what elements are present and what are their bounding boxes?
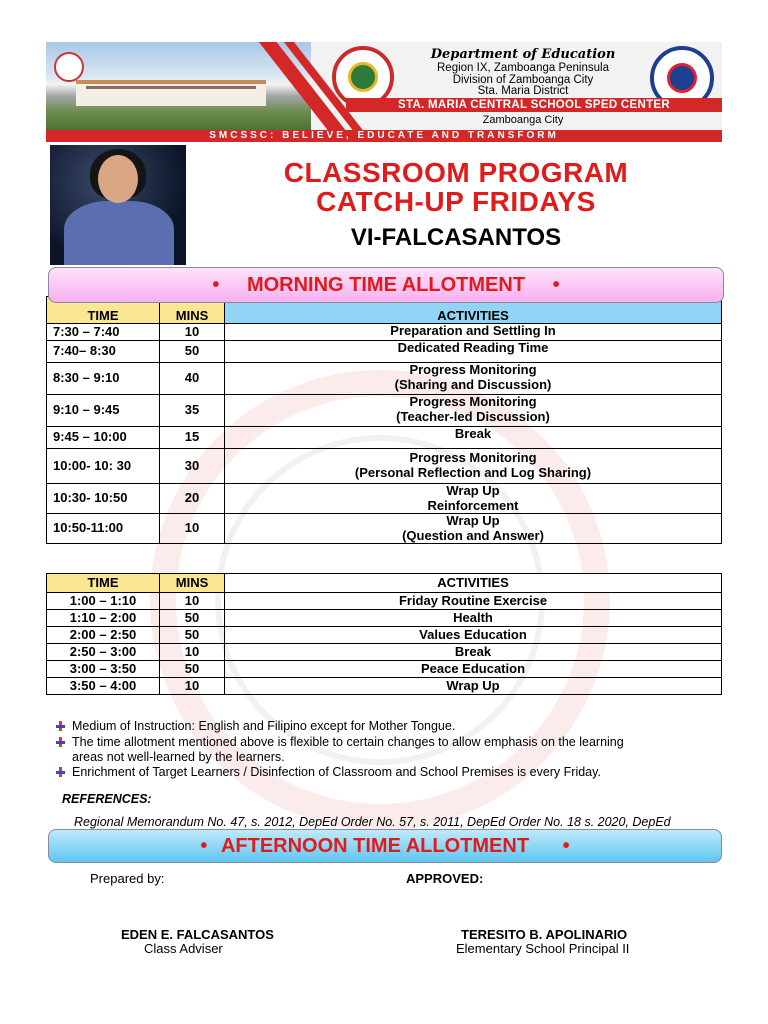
table-row [47, 627, 722, 644]
header-banner [46, 42, 722, 142]
cell-activity: Break [225, 644, 722, 661]
cell-time: 7:30 – 7:40 [47, 324, 160, 341]
district-line: Sta. Maria District [477, 85, 569, 97]
activity-text: Progress Monitoring [409, 362, 537, 377]
table-row [47, 363, 722, 395]
cell-time: 3:50 – 4:00 [47, 678, 160, 695]
activity-detail: (Personal Reflection and Log Sharing) [354, 464, 592, 480]
references-heading: REFERENCES: [62, 792, 152, 806]
division-line: Division of Zamboanga City [452, 74, 594, 86]
afternoon-heading [48, 829, 722, 863]
col-mins: MINS [160, 574, 225, 593]
col-activities: ACTIVITIES [225, 574, 722, 593]
note-text: Medium of Instruction: English and Filipino except for Mother Tongue. [72, 719, 456, 733]
document-title: CLASSROOM PROGRAM [283, 157, 629, 188]
cell-time: 2:50 – 3:00 [47, 644, 160, 661]
morning-schedule-table [46, 296, 722, 544]
table-row [47, 324, 722, 341]
col-time: TIME [47, 574, 160, 593]
cell-activity [225, 484, 722, 514]
cell-mins: 10 [160, 644, 225, 661]
sped-logo-icon [54, 52, 84, 82]
preparer-title: Class Adviser [144, 941, 223, 956]
cell-time: 7:40– 8:30 [47, 341, 160, 363]
references-text: Regional Memorandum No. 47, s. 2012, DepEd Order No. 57, s. 2011, DepEd Order No. 18 s. 2020, DepEd [74, 815, 671, 829]
bullet-dot: • [552, 274, 560, 296]
col-time: TIME [47, 297, 160, 324]
activity-detail: (Question and Answer) [402, 527, 544, 543]
note-item [72, 719, 712, 734]
table-row [47, 644, 722, 661]
note-item [72, 765, 712, 780]
approver-name: TERESITO B. APOLINARIO [461, 927, 628, 942]
bullet-dot: • [200, 835, 208, 857]
building-shape [76, 80, 266, 106]
cell-time: 1:00 – 1:10 [47, 593, 160, 610]
cell-mins: 40 [160, 363, 225, 395]
activity-text: Wrap Up [446, 513, 500, 528]
table-row [47, 661, 722, 678]
cell-time: 10:00- 10: 30 [47, 449, 160, 484]
cell-mins: 10 [160, 593, 225, 610]
cell-time: 2:00 – 2:50 [47, 627, 160, 644]
city-line: Zamboanga City [482, 114, 564, 126]
activity-detail: (Sharing and Discussion) [394, 376, 552, 392]
prepared-by-label: Prepared by: [90, 871, 165, 886]
bullet-dot: • [562, 835, 570, 857]
photo-shirt [64, 201, 174, 265]
plus-bullet-icon [56, 737, 65, 747]
cell-mins: 15 [160, 427, 225, 449]
cell-mins: 10 [160, 514, 225, 544]
cell-activity [225, 363, 722, 395]
cell-mins: 50 [160, 627, 225, 644]
table-row [47, 427, 722, 449]
activity-text: Preparation and Settling In [390, 323, 556, 338]
cell-mins: 50 [160, 610, 225, 627]
cell-time: 1:10 – 2:00 [47, 610, 160, 627]
table-row [47, 514, 722, 544]
cell-time: 10:30- 10:50 [47, 484, 160, 514]
morning-heading [48, 267, 724, 303]
activity-text: Break [454, 426, 492, 441]
plus-bullet-icon [56, 767, 65, 777]
cell-activity [225, 395, 722, 427]
region-line: Region IX, Zamboanga Peninsula [437, 62, 609, 74]
activity-text: Progress Monitoring [409, 394, 537, 409]
activity-text: Progress Monitoring [409, 450, 537, 465]
photo-face [98, 155, 138, 203]
note-continuation [72, 750, 712, 765]
approved-label: APPROVED: [406, 871, 484, 886]
bullet-dot: • [212, 274, 220, 296]
cell-mins: 30 [160, 449, 225, 484]
plus-bullet-icon [56, 721, 65, 731]
cell-mins: 10 [160, 324, 225, 341]
activity-detail: Reinforcement [427, 497, 519, 513]
table-row [47, 449, 722, 484]
class-section: VI-FALCASANTOS [350, 224, 562, 251]
cell-activity: Friday Routine Exercise [225, 593, 722, 610]
col-mins: MINS [160, 297, 225, 324]
table-row [47, 678, 722, 695]
note-text: The time allotment mentioned above is flexible to certain changes to allow emphasis on the learning [72, 735, 624, 749]
cell-mins: 50 [160, 661, 225, 678]
note-text: areas not well-learned by the learners. [72, 750, 285, 764]
preparer-name: EDEN E. FALCASANTOS [121, 927, 274, 942]
cell-activity [225, 341, 722, 363]
cell-time: 8:30 – 9:10 [47, 363, 160, 395]
cell-time: 9:10 – 9:45 [47, 395, 160, 427]
school-motto: SMCSSC: BELIEVE, EDUCATE AND TRANSFORM [46, 130, 722, 142]
table-row [47, 341, 722, 363]
note-text: Enrichment of Target Learners / Disinfection of Classroom and School Premises is every Friday. [72, 765, 601, 779]
cell-mins: 10 [160, 678, 225, 695]
cell-time: 9:45 – 10:00 [47, 427, 160, 449]
cell-activity [225, 427, 722, 449]
table-row [47, 610, 722, 627]
cell-activity: Peace Education [225, 661, 722, 678]
teacher-photo [50, 145, 186, 265]
cell-activity [225, 449, 722, 484]
cell-mins: 35 [160, 395, 225, 427]
table-row [47, 593, 722, 610]
cell-activity [225, 324, 722, 341]
morning-heading-text: MORNING TIME ALLOTMENT [246, 274, 526, 296]
approver-title: Elementary School Principal II [456, 941, 630, 956]
cell-activity: Health [225, 610, 722, 627]
activity-text: Wrap Up [446, 483, 500, 498]
afternoon-heading-text: AFTERNOON TIME ALLOTMENT [220, 835, 530, 857]
table-row [47, 484, 722, 514]
cell-mins: 50 [160, 341, 225, 363]
document-subtitle: CATCH-UP FRIDAYS [316, 186, 596, 217]
table-row [47, 395, 722, 427]
cell-time: 10:50-11:00 [47, 514, 160, 544]
department-name: Department of Education [430, 47, 616, 62]
building-shape-detail [86, 86, 256, 89]
activity-detail: (Teacher-led Discussion) [396, 408, 550, 424]
school-name: STA. MARIA CENTRAL SCHOOL SPED CENTER [346, 98, 722, 112]
afternoon-schedule-table [46, 573, 722, 695]
cell-mins: 20 [160, 484, 225, 514]
cell-activity: Wrap Up [225, 678, 722, 695]
cell-activity: Values Education [225, 627, 722, 644]
cell-activity [225, 514, 722, 544]
activity-text: Dedicated Reading Time [397, 340, 549, 355]
cell-time: 3:00 – 3:50 [47, 661, 160, 678]
note-item [72, 735, 712, 750]
col-activities: ACTIVITIES [225, 297, 722, 324]
